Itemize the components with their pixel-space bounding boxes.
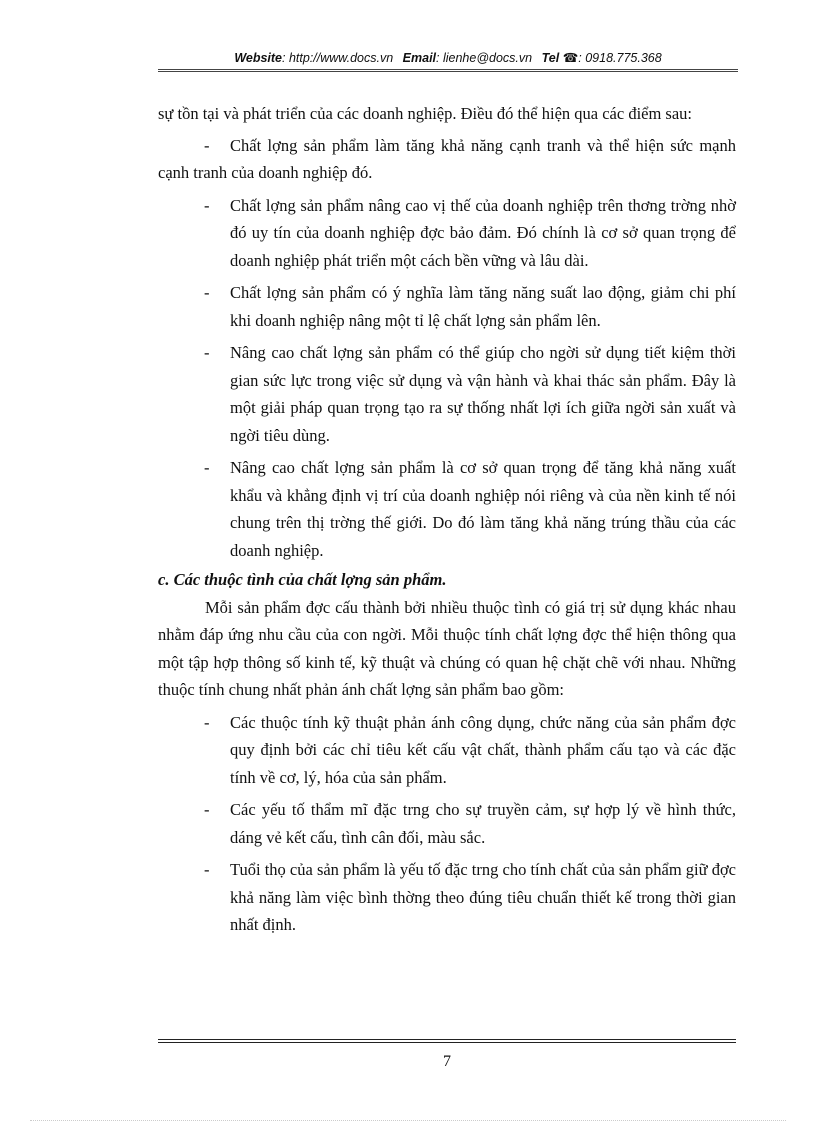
bullet-dash: - [204,195,210,215]
bullet-dash: - [204,343,210,362]
list-item: - Chất lợng sản phẩm có ý nghĩa làm tăng năng suất lao động, giảm chi phí khi doanh nghiệp nâng một tỉ lệ chất lợng sản phẩm lên. [158,279,736,334]
list-item: - Tuổi thọ của sản phẩm là yếu tố đặc trng cho tính chất của sản phẩm giữ đợc khả năng làm việc bình thờng theo đúng tiêu chuẩn thiết kế trong thời gian nhất định. [158,856,736,939]
body-paragraph: Mỗi sản phẩm đợc cấu thành bởi nhiều thuộc tình có giá trị sử dụng khác nhau nhằm đáp ứng nhu cầu của con ngời. Mỗi thuộc tính chất lợng đợc thể hiện thông qua một tập hợp thông số kinh tế, kỹ thuật và chúng có quan hệ chặt chẽ với nhau. Những thuộc tính chung nhất phản ánh chất lợng sản phẩm bao gồm: [158,597,736,699]
list-item: - Các thuộc tính kỹ thuật phản ánh công dụng, chức năng của sản phẩm đợc quy định bởi các chỉ tiêu kết cấu vật chất, thành phẩm cấu tạo và các đặc tính về cơ, lý, hóa của sản phẩm. [158,709,736,792]
list-item: - Chất lợng sản phẩm làm tăng khả năng cạnh tranh và thể hiện sức mạnh cạnh tranh của doanh nghiệp đó. [158,132,736,187]
list-item: - Chất lợng sản phẩm nâng cao vị thế của doanh nghiệp trên thơng trờng nhờ đó uy tín của doanh nghiệp đợc bảo đảm. Đó chính là cơ sở quan trọng để doanh nghiệp phát triển một cách bền vững và lâu dài. [158,192,736,275]
bullet-dash: - [204,135,210,155]
intro-paragraph: sự tồn tại và phát triển của các doanh nghiệp. Điều đó thể hiện qua các điểm sau: [158,104,693,123]
tel-value: : 0918.775.368 [578,51,662,65]
document-body [158,100,736,939]
footer-rule [158,1039,736,1040]
page-edge-dots [30,1120,786,1121]
section-heading: c. Các thuộc tình của chất lợng sản phẩm. [158,570,447,589]
bullet-dash: - [204,712,210,732]
footer-rule-2 [158,1042,736,1043]
email-label: Email [402,51,437,65]
header-rule [158,69,738,70]
website-label: Website [234,51,283,65]
list-item: - Các yếu tố thẩm mĩ đặc trng cho sự truyền cảm, sự hợp lý về hình thức, dáng vẻ kết cấu, tình cân đối, màu sắc. [158,796,736,851]
email-value[interactable]: : lienhe@docs.vn [436,51,533,65]
bullet-dash: - [204,800,210,819]
phone-icon: ☎ [562,51,579,65]
bullet-dash: - [204,283,210,302]
header-rule-2 [158,71,738,72]
list-item: - Nâng cao chất lợng sản phẩm có thể giúp cho ngời sử dụng tiết kiệm thời gian sức lực trong việc sử dụng và vận hành và khai thác sản phẩm. Đây là một giải pháp quan trọng tạo ra sự thống nhất lợi ích giữa ngời sản xuất và ngời tiêu dùng. [158,339,736,449]
page-number: 7 [443,1053,451,1070]
bullet-dash: - [204,458,210,477]
website-value[interactable]: : http://www.docs.vn [282,51,394,65]
list-item: - Nâng cao chất lợng sản phẩm là cơ sở quan trọng để tăng khả năng xuất khẩu và khẳng định vị trí của doanh nghiệp nói riêng và của nền kinh tế nói chung trên thị trờng thế giới. Do đó làm tăng khả năng trúng thầu của các doanh nghiệp. [158,454,736,564]
page-header [158,50,738,65]
bullet-dash: - [204,860,210,879]
tel-label: Tel [541,51,560,65]
